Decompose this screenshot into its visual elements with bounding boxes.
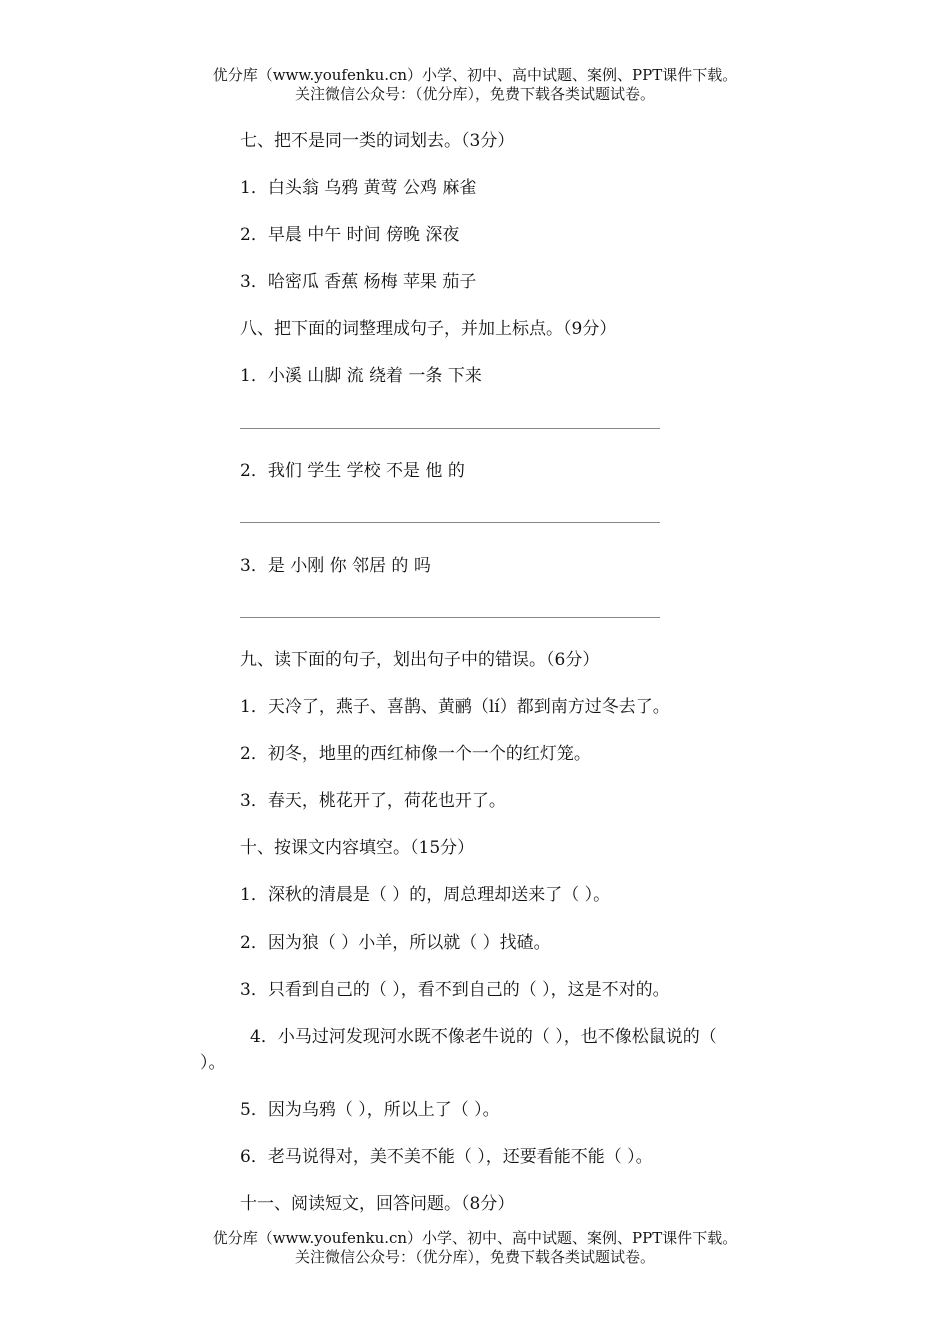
section-9-item-1: 1．天冷了，燕子、喜鹊、黄鹂（lí）都到南方过冬去了。 [240, 697, 670, 717]
section-10-item-3: 3．只看到自己的（ ），看不到自己的（ ），这是不对的。 [240, 980, 670, 1000]
footer-line-2: 关注微信公众号：（优分库），免费下载各类试题试卷。 [294, 1248, 655, 1266]
section-8-item-1: 1．小溪 山脚 流 绕着 一条 下来 [240, 366, 482, 386]
answer-line-2[interactable] [240, 522, 660, 523]
header-line-1: 优分库（www.youfenku.cn）小学、初中、高中试题、案例、PPT课件下载。 [212, 66, 738, 84]
section-11-title: 十一、阅读短文，回答问题。（8分） [240, 1194, 515, 1214]
answer-line-1[interactable] [240, 428, 660, 429]
section-10-item-4: 4．小马过河发现河水既不像老牛说的（ ），也不像松鼠说的（ [250, 1027, 717, 1047]
section-10-item-6: 6．老马说得对，美不美不能（ ），还要看能不能（ ）。 [240, 1147, 653, 1167]
section-8-item-2: 2．我们 学生 学校 不是 他 的 [240, 461, 465, 481]
answer-line-3[interactable] [240, 617, 660, 618]
section-10-item-4-cont: ）。 [200, 1053, 226, 1073]
section-10-title: 十、按课文内容填空。（15分） [240, 838, 475, 858]
section-8-item-3: 3．是 小刚 你 邻居 的 吗 [240, 556, 431, 576]
section-7-item-3: 3．哈密瓜 香蕉 杨梅 苹果 茄子 [240, 272, 477, 292]
section-7-title: 七、把不是同一类的词划去。（3分） [240, 131, 515, 151]
section-10-item-5: 5．因为乌鸦（ ），所以上了（ ）。 [240, 1100, 500, 1120]
section-10-item-1: 1．深秋的清晨是（ ）的，周总理却送来了（ ）。 [240, 885, 611, 905]
section-9-title: 九、读下面的句子，划出句子中的错误。（6分） [240, 650, 600, 670]
section-9-item-3: 3．春天，桃花开了，荷花也开了。 [240, 791, 506, 811]
section-10-item-2: 2．因为狼（ ）小羊，所以就（ ）找碴。 [240, 933, 551, 953]
section-7-item-1: 1．白头翁 乌鸦 黄莺 公鸡 麻雀 [240, 178, 477, 198]
section-7-item-2: 2．早晨 中午 时间 傍晚 深夜 [240, 225, 460, 245]
page-header [0, 66, 950, 104]
section-9-item-2: 2．初冬，地里的西红柿像一个一个的红灯笼。 [240, 744, 591, 764]
section-8-title: 八、把下面的词整理成句子，并加上标点。（9分） [240, 319, 617, 339]
header-line-2: 关注微信公众号：（优分库），免费下载各类试题试卷。 [294, 85, 655, 103]
footer-line-1: 优分库（www.youfenku.cn）小学、初中、高中试题、案例、PPT课件下载。 [212, 1229, 738, 1247]
page-footer [0, 1229, 950, 1267]
